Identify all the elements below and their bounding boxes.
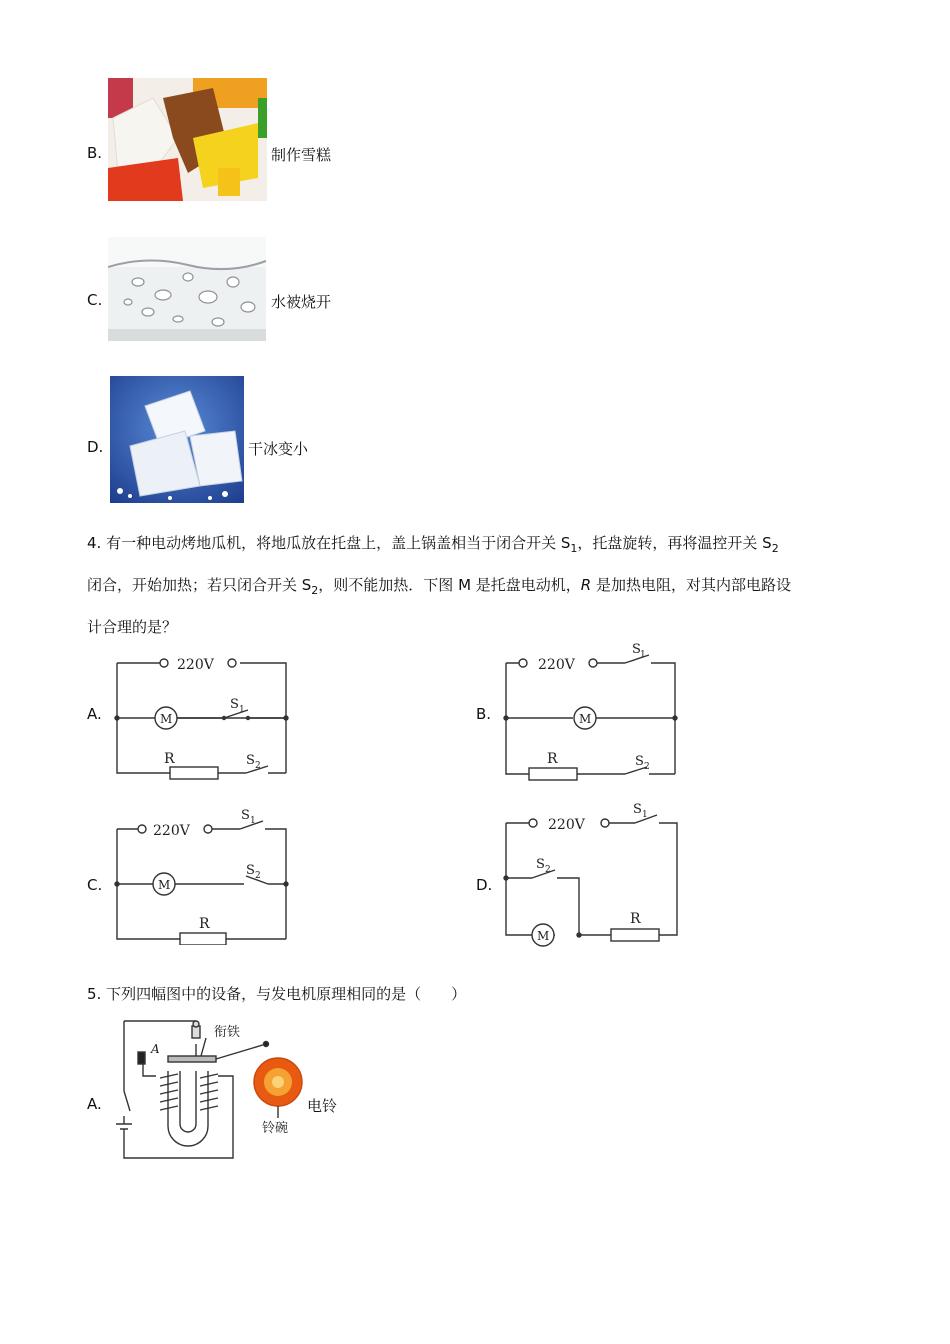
q4-line2-a: 闭合，开始加热；若只闭合开关 S xyxy=(87,576,312,594)
resistor-label: R xyxy=(630,911,641,927)
option-b-letter: B. xyxy=(87,144,103,162)
q4-sub2b: 2 xyxy=(311,584,319,597)
circuit-b xyxy=(497,643,687,783)
bell-bowl-label: 铃碗 xyxy=(262,1121,289,1136)
resistor-label: R xyxy=(199,916,210,932)
q4-option-b: B. xyxy=(476,705,492,723)
s1-sub: 1 xyxy=(642,810,648,820)
motor-label: M xyxy=(537,929,550,943)
s1-sub: 1 xyxy=(640,650,646,660)
s1-label: S xyxy=(632,643,641,657)
q4-option-d: D. xyxy=(476,876,493,894)
option-b-caption: 制作雪糕 xyxy=(271,146,332,164)
s1-sub: 1 xyxy=(250,816,256,826)
question-4-text xyxy=(87,525,877,646)
option-d-caption: 干冰变小 xyxy=(248,440,309,458)
q5-stem: 下列四幅图中的设备，与发电机原理相同的是（ ） xyxy=(106,985,467,1003)
s2-sub: 2 xyxy=(644,762,650,772)
question-5-text xyxy=(87,976,466,1013)
q4-option-a: A. xyxy=(87,705,102,723)
s1-label: S xyxy=(230,697,239,712)
s2-label: S xyxy=(536,857,545,872)
voltage-label: 220V xyxy=(153,823,190,839)
q4-sub1: 1 xyxy=(570,542,578,555)
option-d-letter: D. xyxy=(87,438,104,456)
q5-option-a: A. xyxy=(87,1095,102,1113)
s1-label: S xyxy=(241,808,250,823)
q4-sub2: 2 xyxy=(771,542,779,555)
s2-sub: 2 xyxy=(255,871,261,881)
armature-label: 衔铁 xyxy=(214,1025,241,1040)
s1-sub: 1 xyxy=(239,705,245,715)
voltage-label: 220V xyxy=(177,657,214,673)
s2-label: S xyxy=(635,754,644,769)
motor-label: M xyxy=(579,712,592,726)
q4-line1-b: ，托盘旋转，再将温控开关 S xyxy=(577,534,772,552)
motor-label: M xyxy=(160,712,173,726)
q4-option-c: C. xyxy=(87,876,103,894)
q4-line3: 计合理的是？ xyxy=(87,618,178,636)
contact-a-label: A xyxy=(151,1042,160,1056)
question-5-number: 5. xyxy=(87,985,102,1003)
s2-sub: 2 xyxy=(255,761,261,771)
electric-bell-diagram xyxy=(108,1016,308,1162)
question-4-number: 4. xyxy=(87,534,102,552)
voltage-label: 220V xyxy=(538,657,575,673)
resistor-label: R xyxy=(547,751,558,767)
q5-option-a-caption: 电铃 xyxy=(307,1097,338,1115)
s2-label: S xyxy=(246,753,255,768)
s2-label: S xyxy=(246,863,255,878)
circuit-a xyxy=(108,650,298,782)
option-c-caption: 水被烧开 xyxy=(271,293,332,311)
circuit-c xyxy=(108,805,298,945)
q4-line2-b: ，则不能加热．下图 M 是托盘电动机， xyxy=(318,576,581,594)
q4-line1-a: 有一种电动烤地瓜机，将地瓜放在托盘上，盖上锅盖相当于闭合开关 S xyxy=(106,534,571,552)
dry-ice-image xyxy=(110,376,244,503)
q4-r-italic: R xyxy=(580,576,592,594)
boiling-water-image xyxy=(108,237,266,341)
option-c-letter: C. xyxy=(87,291,103,309)
s2-sub: 2 xyxy=(545,865,551,875)
q4-line2-c: 是加热电阻，对其内部电路设 xyxy=(591,576,791,594)
resistor-label: R xyxy=(164,751,175,767)
circuit-d xyxy=(497,798,687,948)
s1-label: S xyxy=(633,802,642,817)
popsicle-image xyxy=(108,78,267,201)
motor-label: M xyxy=(158,878,171,892)
voltage-label: 220V xyxy=(548,817,585,833)
